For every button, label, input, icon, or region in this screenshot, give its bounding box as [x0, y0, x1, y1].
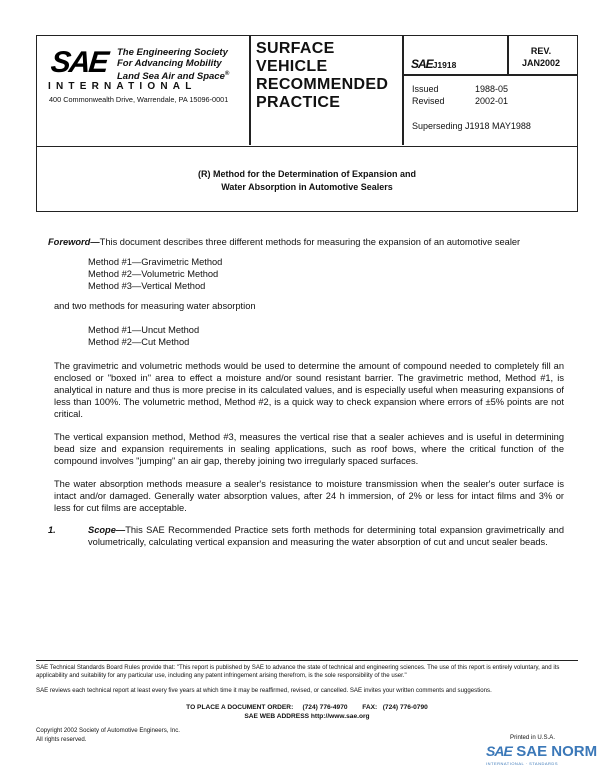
international-label: INTERNATIONAL [48, 81, 197, 92]
method-item: Method #1—Uncut Method [88, 325, 200, 335]
divider [249, 36, 251, 145]
printed-in: Printed in U.S.A. [510, 734, 556, 741]
scope-label: Scope— [88, 525, 126, 535]
paragraph: The water absorption methods measure a sealer's resistance to moisture transmission when the sealer's outer surface is intact and/or damaged. Generally water absorption values, after 24 h immersion, of 2% or less for intact films and 3% or less for cut films are acceptable. [54, 479, 564, 513]
superseding: Superseding J1918 MAY1988 [412, 121, 531, 131]
revised-label: Revised [412, 96, 445, 106]
doc-type-line: PRACTICE [256, 94, 341, 111]
doc-type-line: SURFACE [256, 40, 335, 57]
title-line: Water Absorption in Automotive Sealers [221, 182, 393, 192]
registered-mark: ® [224, 71, 230, 77]
order-label: TO PLACE A DOCUMENT ORDER: [186, 704, 294, 711]
watermark-sub: INTERNATIONAL · STANDARDS [486, 761, 558, 766]
watermark-logo-icon: SAE [486, 743, 512, 759]
issue-dates [412, 83, 508, 107]
issued-label: Issued [412, 84, 439, 94]
doc-logo: SAE [411, 57, 433, 71]
rev-value: JAN2002 [521, 58, 561, 68]
fax-number: (724) 776-0790 [382, 704, 428, 711]
issued-value: 1988-05 [475, 84, 509, 94]
copyright [36, 726, 180, 744]
doc-type-line: VEHICLE [256, 58, 328, 75]
footer-note: SAE Technical Standards Board Rules provide that: "This report is published by SAE to advance the state of technical and engineering sciences. The use of this report is entirely voluntary, and its applicability and suitability for any particular use, including any patent infringement arising therefrom, is the sole responsibility of the user." [36, 664, 560, 679]
method-item: Method #2—Cut Method [88, 337, 190, 347]
title-line: (R) Method for the Determination of Expansion and [198, 169, 416, 179]
method-item: Method #3—Vertical Method [88, 281, 206, 291]
web-label: SAE WEB ADDRESS [244, 713, 309, 720]
scope-text: This SAE Recommended Practice sets forth methods for determining total expansion gravimetrically and volumetrically, calculating vertical expansion and measuring the water absorption of cut and uncut sealer beads. [88, 525, 564, 547]
method-item: Method #1—Gravimetric Method [88, 257, 223, 267]
doc-type [256, 40, 388, 112]
copyright-line: Copyright 2002 Society of Automotive Engineers, Inc. [36, 727, 180, 734]
rights-line: All rights reserved. [36, 736, 87, 743]
divider [402, 36, 404, 145]
rev-label: REV. [530, 46, 552, 56]
doc-number [411, 55, 456, 73]
absorption-methods [88, 324, 199, 348]
scope-number: 1. [48, 525, 56, 535]
doc-number-value: J1918 [432, 60, 457, 70]
society-tagline [117, 48, 229, 83]
revised-value: 2002-01 [475, 96, 509, 106]
revision [511, 45, 571, 69]
divider [507, 36, 509, 74]
paragraph: The gravimetric and volumetric methods would be used to determine the amount of compound needed to completely fill an enclosed or "boxed in" area to effect a moisture and/or sound resistant barrier. The gravimetric method, Method #1, is analytical in nature and thus is more precise in its calculated values, and is especially useful when measuring expansions of less than 100%. The volumetric method, Method #2, is a quick way to check expansion where errors of ±5% points are not critical. [54, 361, 564, 419]
web-address[interactable]: http://www.sae.org [310, 713, 370, 720]
address: 400 Commonwealth Drive, Warrendale, PA 15096-0001 [49, 95, 229, 104]
method-item: Method #2—Volumetric Method [88, 269, 219, 279]
sae-logo: SAE [49, 46, 109, 79]
footer-rule [36, 660, 578, 661]
doc-title [36, 168, 578, 194]
expansion-methods [88, 256, 222, 292]
absorption-intro: and two methods for measuring water absorption [54, 301, 256, 311]
watermark-text: SAE NORM [516, 743, 598, 760]
paragraph: The vertical expansion method, Method #3, measures the vertical rise that a sealer achieves and is useful in determining bead size and expansion requirements in sealing applications, such as roof bows, where the critical function of the compound involves "jumping" an air gap, thereby joining two irregularly spaced surfaces. [54, 432, 564, 466]
foreword-text: This document describes three different methods for measuring the expansion of an automotive sealer [99, 237, 521, 247]
order-info [36, 703, 578, 721]
foreword [48, 236, 578, 248]
tagline-line: Land Sea Air and Space [117, 71, 225, 83]
tagline-line: The Engineering Society [117, 47, 228, 58]
tagline-line: For Advancing Mobility [117, 57, 222, 69]
divider [402, 74, 577, 76]
scope [88, 524, 564, 548]
doc-type-line: RECOMMENDED [256, 76, 389, 93]
sae-norm-watermark [486, 743, 597, 766]
order-phone: (724) 776-4970 [302, 704, 348, 711]
fax-label: FAX: [362, 704, 378, 711]
footer-note: SAE reviews each technical report at least every five years at which time it may be reaffirmed, revised, or cancelled. SAE invites your written comments and suggestions. [36, 687, 492, 694]
foreword-label: Foreword— [48, 237, 100, 247]
